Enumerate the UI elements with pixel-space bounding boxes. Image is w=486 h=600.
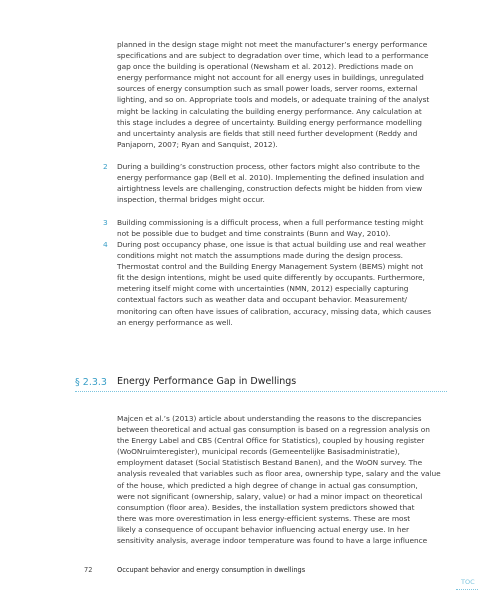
paragraph-top xyxy=(117,39,447,150)
text-line: inspection, thermal bridges might occur. xyxy=(117,195,265,205)
text-line: of the house, which predicted a high degree of change in actual gas consumption, xyxy=(117,480,418,490)
text-line: Thermostat control and the Building Energy Management System (BEMS) might not xyxy=(117,262,424,272)
toc-link[interactable]: TOC xyxy=(461,578,475,586)
text-line: sources of energy consumption such as small power loads, server rooms, external xyxy=(117,84,418,94)
text-line: this stage includes a degree of uncertainty. Building energy performance modelling xyxy=(117,117,422,127)
text-line: energy performance might not account for all energy uses in buildings, unregulated xyxy=(117,73,424,83)
toc-divider xyxy=(456,589,478,590)
list-item-number: 3 xyxy=(103,218,108,227)
list-item-3 xyxy=(117,217,447,239)
text-line: employment dataset (Social Statistisch Bestand Banen), and the WoON survey. The xyxy=(117,458,423,468)
list-item-number: 2 xyxy=(103,162,108,171)
text-line: lighting, and so on. Appropriate tools and models, or adequate training of the analyst xyxy=(117,95,430,105)
text-line: monitoring can often have issues of calibration, accuracy, missing data, which causes xyxy=(117,306,432,316)
text-line: an energy performance as well. xyxy=(117,317,233,327)
text-line: gap once the building is operational (Newsham et al. 2012). Predictions made on xyxy=(117,62,414,72)
text-line: planned in the design stage might not meet the manufacturer’s energy performance xyxy=(117,40,428,49)
text-line: metering itself might come with uncertainties (NMN, 2012) especially capturing xyxy=(117,284,409,294)
text-line: and uncertainty analysis are fields that still need further development (Reddy and xyxy=(117,128,418,138)
text-line: analysis revealed that variables such as floor area, ownership type, salary and the value xyxy=(117,469,441,479)
text-line: energy performance gap (Bell et al. 2010). Implementing the defined insulation and xyxy=(117,173,425,183)
text-line: consumption (floor area). Besides, the installation system predictors showed that xyxy=(117,502,415,512)
text-line: specifications and are subject to degradation over time, which lead to a performance xyxy=(117,51,429,61)
text-line: Building commissioning is a difficult process, when a full performance testing might xyxy=(117,218,424,227)
section-number: § 2.3.3 xyxy=(75,377,107,388)
text-line: fit the design intentions, might be used quite differently by occupants. Furthermore, xyxy=(117,273,425,283)
list-item-2 xyxy=(117,161,447,205)
text-line: were not significant (ownership, salary, value) or had a minor impact on theoretical xyxy=(117,491,423,501)
section-divider xyxy=(75,391,447,392)
text-line: not be possible due to budget and time constraints (Bunn and Way, 2010). xyxy=(117,229,391,239)
running-title: Occupant behavior and energy consumption in dwellings xyxy=(117,566,306,574)
text-line: between theoretical and actual gas consumption is based on a regression analysis on xyxy=(117,425,430,435)
page-number: 72 xyxy=(84,566,93,574)
text-line: During a building’s construction process, other factors might also contribute to the xyxy=(117,162,420,171)
section-title: Energy Performance Gap in Dwellings xyxy=(117,376,297,387)
text-line: airtightness levels are challenging, construction defects might be hidden from view xyxy=(117,184,423,194)
list-item-4 xyxy=(117,239,447,328)
text-line: likely a consequence of occupant behavior influencing actual energy use. In her xyxy=(117,524,409,534)
text-line: the Energy Label and CBS (Central Office for Statistics), coupled by housing register xyxy=(117,436,425,446)
text-line: (WoONruimteregister), municipal records (Gemeentelijke Basisadministratie), xyxy=(117,447,400,457)
text-line: During post occupancy phase, one issue is that actual building use and real weather xyxy=(117,240,426,249)
text-line: conditions might not match the assumptions made during the design process. xyxy=(117,251,403,261)
text-line: contextual factors such as weather data and occupant behavior. Measurement/ xyxy=(117,295,407,305)
text-line: Panjaporn, 2007; Ryan and Sanquist, 2012). xyxy=(117,139,278,149)
list-item-number: 4 xyxy=(103,240,108,249)
text-line: Majcen et al.’s (2013) article about understanding the reasons to the discrepancies xyxy=(117,414,422,423)
paragraph-bottom xyxy=(117,413,447,546)
text-line: sensitivity analysis, average indoor temperature was found to have a large influence xyxy=(117,536,428,546)
text-line: there was more overestimation in less energy-efficient systems. These are most xyxy=(117,513,411,523)
text-line: might be lacking in calculating the building energy performance. Any calculation at xyxy=(117,106,422,116)
